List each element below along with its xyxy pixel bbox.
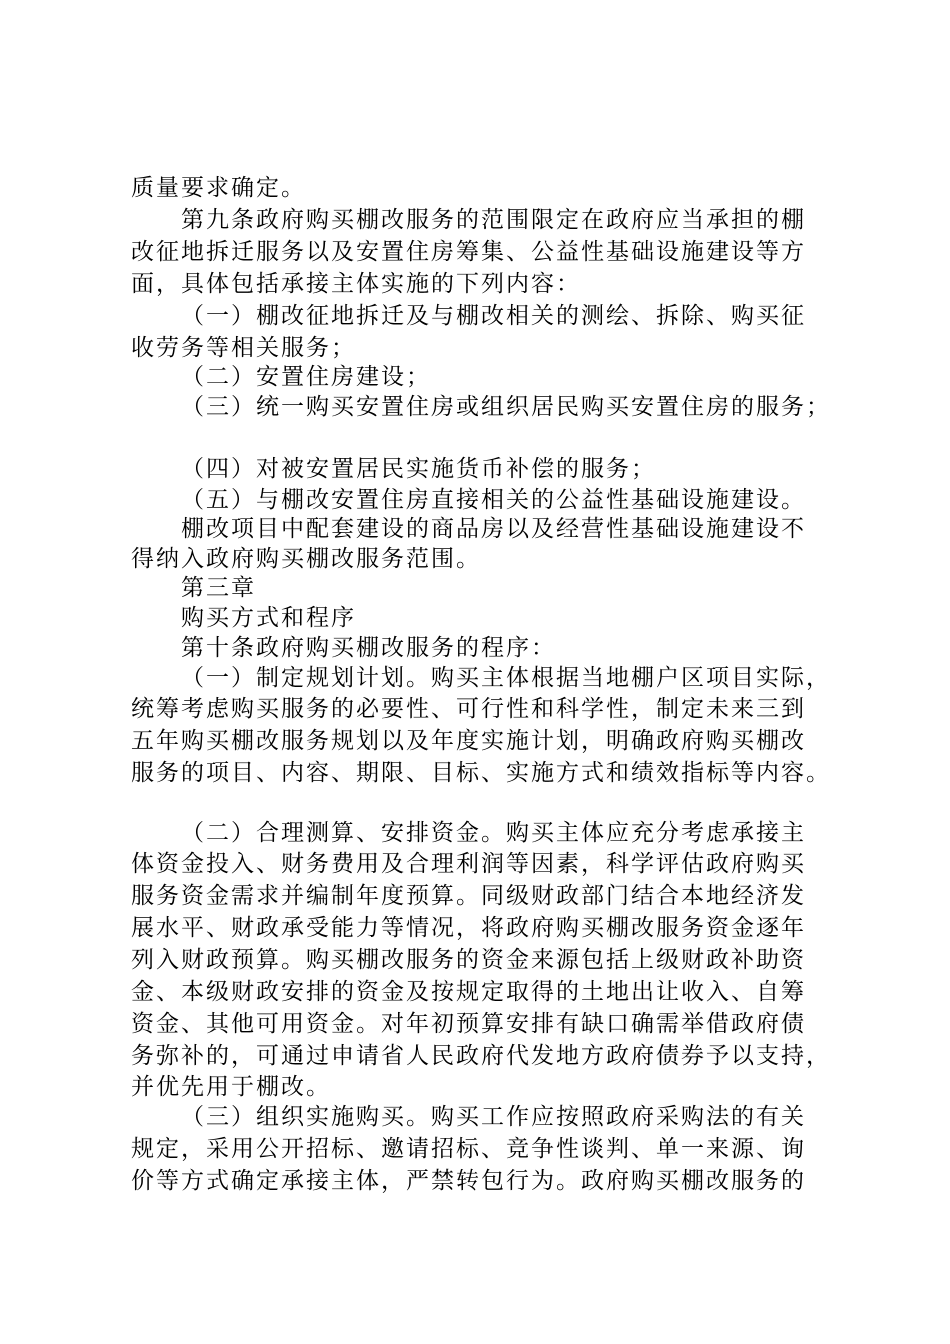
text-line: 统筹考虑购买服务的必要性、可行性和科学性，制定未来三到 [131, 696, 806, 722]
text-line: （四）对被安置居民实施货币补偿的服务； [181, 456, 656, 482]
text-line: 服务的项目、内容、期限、目标、实施方式和绩效指标等内容。 [131, 760, 831, 786]
text-line: 五年购买棚改服务规划以及年度实施计划，明确政府购买棚改 [131, 728, 806, 754]
text-line: 质量要求确定。 [131, 175, 306, 201]
text-line: 棚改项目中配套建设的商品房以及经营性基础设施建设不 [181, 516, 806, 542]
text-line: 服务资金需求并编制年度预算。同级财政部门结合本地经济发 [131, 883, 806, 909]
chapter-number: 第三章 [181, 575, 256, 601]
text-line: 改征地拆迁服务以及安置住房筹集、公益性基础设施建设等方 [131, 239, 806, 265]
text-line: 列入财政预算。购买棚改服务的资金来源包括上级财政补助资 [131, 947, 806, 973]
text-line: 得纳入政府购买棚改服务范围。 [131, 546, 481, 572]
text-line: 体资金投入、财务费用及合理利润等因素，科学评估政府购买 [131, 851, 806, 877]
text-line: 第十条政府购买棚改服务的程序： [181, 635, 556, 661]
text-line: 收劳务等相关服务； [131, 335, 356, 361]
text-line: （三）组织实施购买。购买工作应按照政府采购法的有关 [181, 1104, 806, 1130]
text-line: 务弥补的，可通过申请省人民政府代发地方政府债券予以支持， [131, 1043, 831, 1069]
text-line: （一）棚改征地拆迁及与棚改相关的测绘、拆除、购买征 [181, 303, 806, 329]
text-line: 金、本级财政安排的资金及按规定取得的土地出让收入、自筹 [131, 979, 806, 1005]
text-line: （二）安置住房建设； [181, 364, 431, 390]
text-line: （五）与棚改安置住房直接相关的公益性基础设施建设。 [181, 487, 806, 513]
text-line: 规定，采用公开招标、邀请招标、竞争性谈判、单一来源、询 [131, 1136, 806, 1162]
text-line: 展水平、财政承受能力等情况，将政府购买棚改服务资金逐年 [131, 915, 806, 941]
text-line: 并优先用于棚改。 [131, 1074, 331, 1100]
text-line: （三）统一购买安置住房或组织居民购买安置住房的服务； [181, 394, 831, 420]
chapter-title: 购买方式和程序 [181, 605, 356, 631]
text-line: 第九条政府购买棚改服务的范围限定在政府应当承担的棚 [181, 207, 806, 233]
text-line: 资金、其他可用资金。对年初预算安排有缺口确需举借政府债 [131, 1011, 806, 1037]
text-line: （二）合理测算、安排资金。购买主体应充分考虑承接主 [181, 820, 806, 846]
text-line: 价等方式确定承接主体，严禁转包行为。政府购买棚改服务的 [131, 1168, 806, 1194]
text-line: 面，具体包括承接主体实施的下列内容： [131, 271, 581, 297]
text-line: （一）制定规划计划。购买主体根据当地棚户区项目实际， [181, 665, 831, 691]
